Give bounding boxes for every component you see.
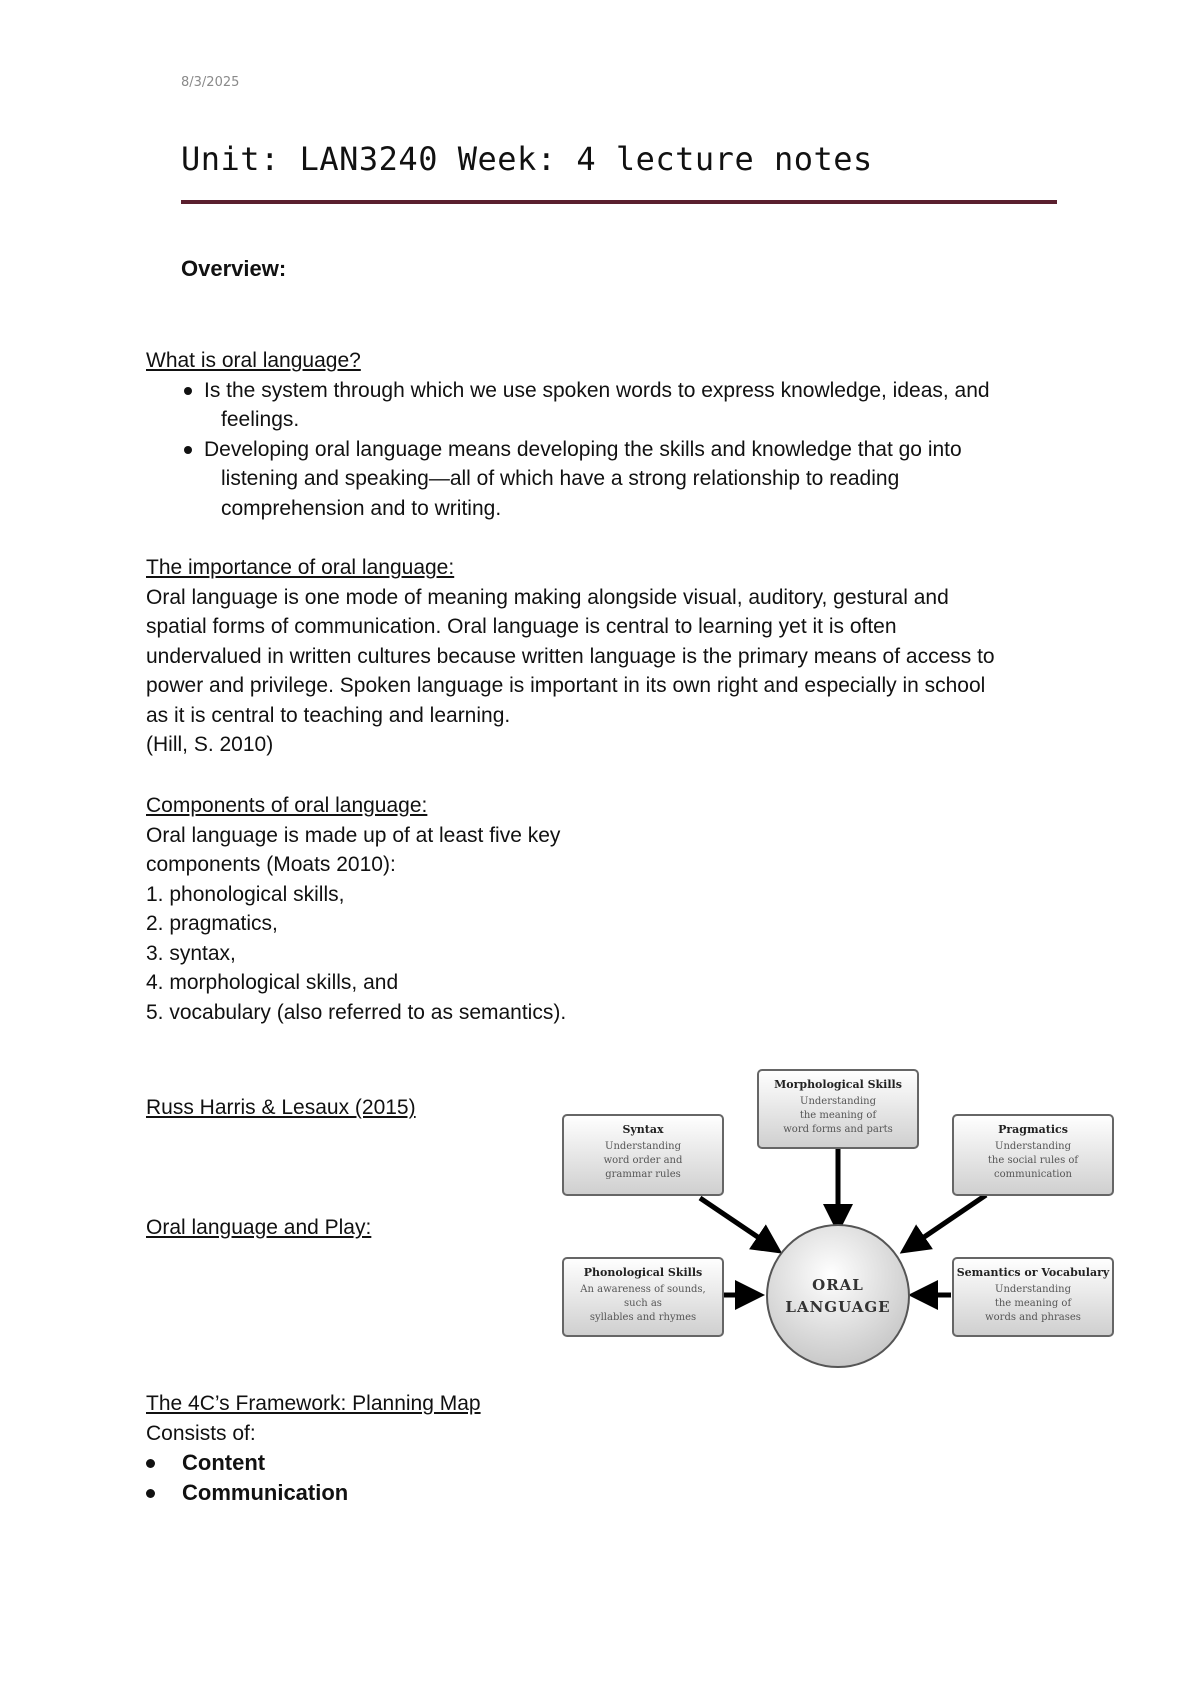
box-text: Understanding [995,1284,1071,1295]
box-semantics-vocabulary [953,1258,1113,1336]
list-item-label: Content [182,1450,266,1475]
list-item: 2. pragmatics, [146,912,278,935]
bullet-text: comprehension and to writing. [221,496,502,520]
framework-intro: Consists of: [146,1421,256,1445]
box-syntax [563,1115,723,1195]
center-label: ORAL [812,1276,864,1294]
paragraph-line: undervalued in written cultures because written language is the primary means of access to [146,644,995,668]
box-title: Phonological Skills [583,1266,703,1279]
box-pragmatics [953,1115,1113,1195]
section-heading-importance: The importance of oral language: [146,556,455,579]
list-item: 4. morphological skills, and [146,971,399,994]
importance-section [146,553,1106,760]
box-text: the social rules of [987,1155,1079,1166]
bullet-icon [184,387,192,395]
box-text: the meaning of [799,1110,877,1121]
list-item: 5. vocabulary (also referred to as semantics). [146,1000,567,1024]
oral-language-section [146,346,1066,523]
section-heading-framework: The 4C’s Framework: Planning Map [146,1392,481,1415]
center-circle [767,1225,909,1367]
box-text: words and phrases [985,1312,1081,1323]
section-heading-components: Components of oral language: [146,794,428,817]
list-item-label: Communication [182,1480,349,1505]
bullet-icon [146,1459,155,1468]
bullet-text: Is the system through which we use spoken words to express knowledge, ideas, and [204,378,990,402]
box-text: grammar rules [605,1169,681,1180]
box-text: syllables and rhymes [589,1312,697,1323]
oral-language-diagram [555,1060,1125,1378]
box-title: Semantics or Vocabulary [956,1266,1110,1279]
arrow-pragmatics-to-center [908,1195,986,1248]
box-text: communication [994,1169,1072,1180]
list-item [184,435,1066,524]
bullet-text: feelings. [221,408,300,431]
box-phonological-skills [563,1258,723,1336]
paragraph-line: power and privilege. Spoken language is important in its own right and especially in school [146,674,986,697]
arrow-syntax-to-center [700,1198,774,1248]
components-section [146,791,746,1027]
overview-heading: Overview: [181,256,287,281]
box-text: such as [624,1298,662,1309]
framework-list [146,1448,846,1508]
bullet-text: Developing oral language means developing the skills and knowledge that go into [204,437,962,461]
list-item [146,1478,846,1508]
box-morphological-skills [758,1070,918,1148]
document-date: 8/3/2025 [181,75,240,90]
components-intro: Oral language is made up of at least five key [146,823,561,847]
box-text: Understanding [995,1141,1071,1152]
box-title: Syntax [622,1123,664,1136]
bullet-icon [146,1489,155,1498]
section-heading-play: Oral language and Play: [146,1216,372,1239]
box-text: Understanding [800,1096,876,1107]
center-label: LANGUAGE [785,1298,891,1316]
components-intro: components (Moats 2010): [146,853,396,876]
bullet-text: listening and speaking—all of which have a strong relationship to reading [221,467,900,490]
box-text: the meaning of [994,1298,1072,1309]
list-item: 3. syntax, [146,941,236,965]
section-heading-oral-language: What is oral language? [146,349,361,372]
box-title: Pragmatics [998,1123,1068,1136]
citation: (Hill, S. 2010) [146,733,274,756]
paragraph-line: as it is central to teaching and learning. [146,703,511,727]
box-text: Understanding [605,1141,681,1152]
list-item [146,1448,846,1478]
title-divider [181,200,1057,204]
framework-section [146,1389,846,1508]
box-text: word forms and parts [783,1124,893,1135]
paragraph-line: Oral language is one mode of meaning making alongside visual, auditory, gestural and [146,585,949,609]
list-item: 1. phonological skills, [146,882,345,906]
bullet-icon [184,446,192,454]
box-title: Morphological Skills [774,1078,902,1091]
section-heading-russ-harris: Russ Harris & Lesaux (2015) [146,1096,416,1119]
page-title: Unit: LAN3240 Week: 4 lecture notes [181,140,873,178]
oral-language-bullets [184,376,1066,524]
paragraph-line: spatial forms of communication. Oral language is central to learning yet it is often [146,615,897,638]
list-item [184,376,1066,435]
box-text: word order and [603,1155,683,1166]
box-text: An awareness of sounds, [580,1284,706,1295]
